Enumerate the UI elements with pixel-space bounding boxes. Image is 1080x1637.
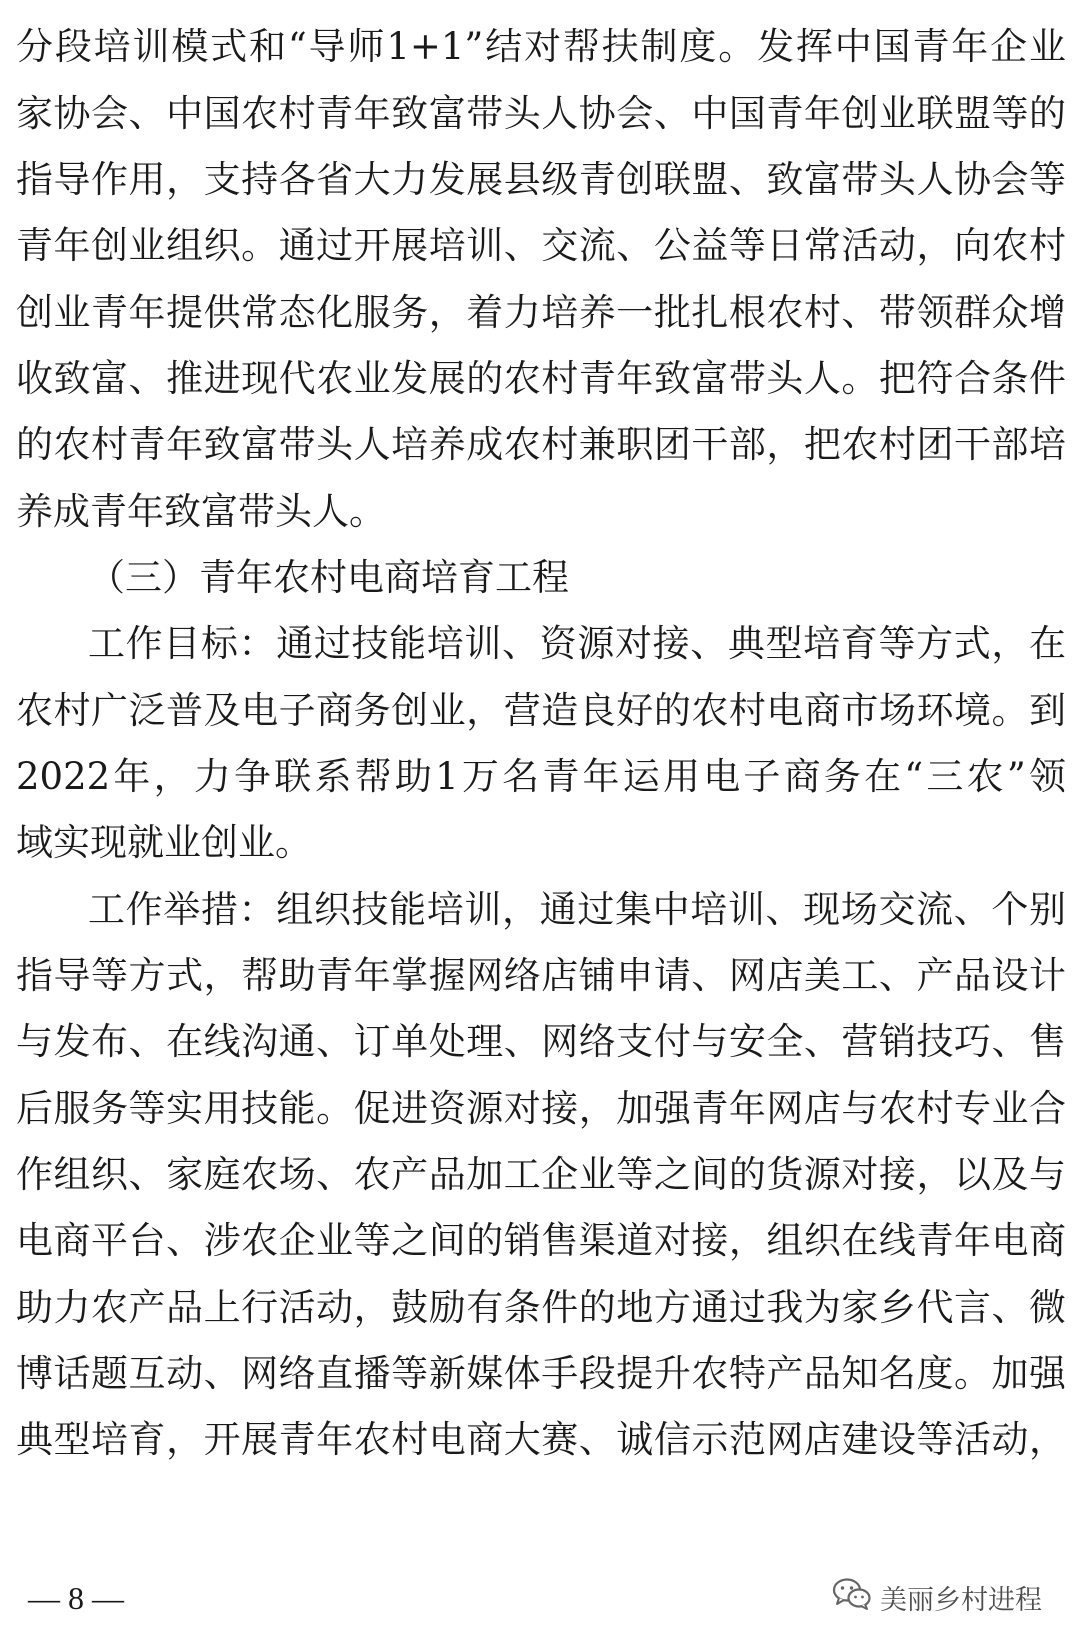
paragraph-line: 收致富、推进现代农业发展的农村青年致富带头人。把符合条件: [16, 357, 1066, 400]
paragraph-line: 工作举措：组织技能培训，通过集中培训、现场交流、个别: [88, 888, 1066, 931]
paragraph-line: 的农村青年致富带头人培养成农村兼职团干部，把农村团干部培: [16, 423, 1066, 466]
wechat-icon: [832, 1577, 872, 1618]
paragraph-line: 后服务等实用技能。促进资源对接，加强青年网店与农村专业合: [16, 1087, 1066, 1130]
paragraph-line: 助力农产品上行活动，鼓励有条件的地方通过我为家乡代言、微: [16, 1286, 1066, 1329]
paragraph-line: 博话题互动、网络直播等新媒体手段提升农特产品知名度。加强: [16, 1352, 1066, 1395]
paragraph-line: 作组织、家庭农场、农产品加工企业等之间的货源对接，以及与: [16, 1153, 1066, 1196]
paragraph-line: 与发布、在线沟通、订单处理、网络支付与安全、营销技巧、售: [16, 1020, 1066, 1063]
paragraph-line: 青年创业组织。通过开展培训、交流、公益等日常活动，向农村: [16, 224, 1066, 267]
paragraph-line: 养成青年致富带头人。: [16, 490, 386, 533]
watermark-text: 美丽乡村进程: [880, 1584, 1042, 1616]
paragraph-line: 电商平台、涉农企业等之间的销售渠道对接，组织在线青年电商: [16, 1219, 1066, 1262]
paragraph-line: 分段培训模式和“导师1+1”结对帮扶制度。发挥中国青年企业: [16, 25, 1066, 68]
paragraph-line: 2022年，力争联系帮助1万名青年运用电子商务在“三农”领: [16, 755, 1066, 798]
paragraph-line: 域实现就业创业。: [16, 821, 312, 864]
watermark: [832, 1577, 1042, 1617]
paragraph-line: 工作目标：通过技能培训、资源对接、典型培育等方式，在: [88, 622, 1066, 665]
paragraph-line: 家协会、中国农村青年致富带头人协会、中国青年创业联盟等的: [16, 92, 1066, 135]
section-heading: （三）青年农村电商培育工程: [88, 556, 569, 599]
paragraph-line: 指导等方式，帮助青年掌握网络店铺申请、网店美工、产品设计: [16, 954, 1066, 997]
paragraph-line: 农村广泛普及电子商务创业，营造良好的农村电商市场环境。到: [16, 689, 1066, 732]
paragraph-line: 创业青年提供常态化服务，着力培养一批扎根农村、带领群众增: [16, 291, 1066, 334]
page-number: — 8 —: [28, 1580, 124, 1616]
paragraph-line: 典型培育，开展青年农村电商大赛、诚信示范网店建设等活动，: [16, 1418, 1066, 1461]
paragraph-line: 指导作用，支持各省大力发展县级青创联盟、致富带头人协会等: [16, 158, 1066, 201]
